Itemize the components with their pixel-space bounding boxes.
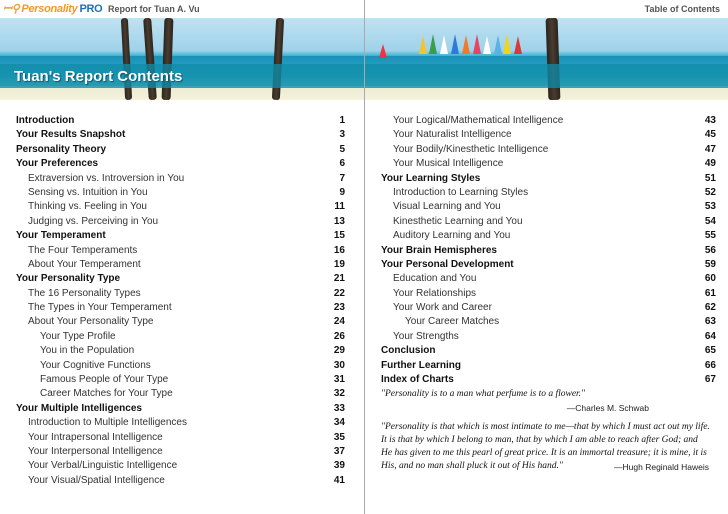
toc-entry-label: Auditory Learning and You xyxy=(393,230,511,242)
toc-entry-label: Introduction xyxy=(16,115,75,126)
toc-entry[interactable] xyxy=(365,344,728,358)
toc-entry[interactable] xyxy=(0,128,364,142)
toc-entry-page: 13 xyxy=(333,215,345,227)
toc-entry-label: Your Personality Type xyxy=(16,273,121,285)
toc-entry-label: Your Personal Development xyxy=(381,258,514,270)
toc-entry-label: Your Verbal/Linguistic Intelligence xyxy=(28,460,178,472)
toc-entry-page: 21 xyxy=(333,273,345,285)
toc-entry-label: Your Work and Career xyxy=(393,302,492,314)
toc-entry[interactable] xyxy=(0,344,364,358)
toc-entry-label: The 16 Personality Types xyxy=(28,287,141,299)
toc-entry-page: 53 xyxy=(704,201,716,213)
sailboat-icon xyxy=(429,34,437,54)
toc-entry-label: Career Matches for Your Type xyxy=(40,388,173,400)
toc-entry[interactable] xyxy=(0,416,364,430)
sailboat-icon xyxy=(379,44,387,58)
toc-entry-label: Your Brain Hemispheres xyxy=(381,244,497,256)
toc-entry[interactable] xyxy=(365,200,728,214)
toc-entry-label: Your Cognitive Functions xyxy=(40,359,151,371)
toc-entry-page: 45 xyxy=(704,129,716,141)
toc-entry-label: Your Musical Intelligence xyxy=(393,158,504,170)
toc-entry-page: 1 xyxy=(339,115,345,126)
toc-entry-label: Kinesthetic Learning and You xyxy=(393,215,523,227)
toc-entry[interactable] xyxy=(365,215,728,229)
toc-entry-page: 60 xyxy=(704,273,716,285)
sailboat-icon xyxy=(462,35,470,54)
toc-entry[interactable] xyxy=(365,272,728,286)
toc-entry[interactable] xyxy=(0,402,364,416)
toc-entry[interactable] xyxy=(365,258,728,272)
toc-entry-label: Visual Learning and You xyxy=(393,201,501,213)
sailboat-icon xyxy=(419,36,427,54)
toc-entry[interactable] xyxy=(0,172,364,186)
quote-author: —Hugh Reginald Haweis xyxy=(614,462,709,472)
toc-entry-label: Education and You xyxy=(393,273,477,285)
banner-sand xyxy=(365,86,728,100)
toc-entry-page: 47 xyxy=(704,143,716,155)
toc-entry[interactable] xyxy=(0,287,364,301)
toc-entry-page: 51 xyxy=(704,172,716,184)
toc-entry-page: 11 xyxy=(334,201,345,213)
toc-entry-label: Your Temperament xyxy=(16,230,106,242)
sailboat-icon xyxy=(451,34,459,54)
toc-entry[interactable] xyxy=(365,157,728,171)
toc-entry-label: Your Type Profile xyxy=(40,330,116,342)
toc-entry-label: Your Bodily/Kinesthetic Intelligence xyxy=(393,143,549,155)
toc-entry-label: Sensing vs. Intuition in You xyxy=(28,186,148,198)
toc-entry[interactable] xyxy=(365,143,728,157)
toc-entry-label: About Your Temperament xyxy=(28,258,141,270)
toc-entry[interactable] xyxy=(365,128,728,142)
toc-entry-page: 67 xyxy=(704,374,716,386)
toc-entry[interactable] xyxy=(365,244,728,258)
toc-entry-page: 6 xyxy=(339,158,345,170)
toc-entry[interactable] xyxy=(0,114,364,128)
toc-entry[interactable] xyxy=(0,315,364,329)
toc-left xyxy=(0,114,364,488)
toc-entry-page: 59 xyxy=(704,258,716,270)
toc-entry-page: 37 xyxy=(333,445,345,457)
toc-entry[interactable] xyxy=(0,272,364,286)
toc-entry-label: Your Results Snapshot xyxy=(16,129,126,141)
toc-entry[interactable] xyxy=(0,445,364,459)
toc-entry-label: Your Relationships xyxy=(393,287,477,299)
toc-entry-page: 65 xyxy=(704,345,716,357)
toc-entry-label: Personality Theory xyxy=(16,143,107,155)
toc-entry-page: 34 xyxy=(333,417,345,429)
toc-entry-label: The Four Temperaments xyxy=(28,244,138,256)
toc-entry[interactable] xyxy=(365,172,728,186)
brand-suffix: PRO xyxy=(79,3,103,15)
toc-entry-label: Further Learning xyxy=(381,359,462,371)
sailboat-icon xyxy=(503,34,511,54)
report-for-label: Report for Tuan A. Vu xyxy=(108,4,200,14)
toc-entry-label: Your Strengths xyxy=(393,330,459,342)
toc-entry-label: Famous People of Your Type xyxy=(40,374,169,386)
toc-entry-page: 15 xyxy=(333,230,345,242)
sailboat-icon xyxy=(514,36,522,54)
toc-entry-page: 41 xyxy=(333,474,345,486)
page-header xyxy=(365,0,728,18)
brand-logo xyxy=(3,1,102,16)
sailboat-icon xyxy=(483,36,491,54)
toc-entry-page: 23 xyxy=(333,302,345,314)
brand-name: Personality xyxy=(21,3,78,15)
toc-entry-page: 61 xyxy=(704,287,716,299)
toc-entry-label: Your Career Matches xyxy=(405,316,500,328)
toc-entry[interactable] xyxy=(365,301,728,315)
toc-entry-label: Introduction to Multiple Intelligences xyxy=(28,417,187,429)
toc-entry-label: Your Preferences xyxy=(16,158,99,170)
toc-entry-page: 35 xyxy=(333,431,345,443)
toc-entry[interactable] xyxy=(0,258,364,272)
toc-entry-page: 62 xyxy=(704,302,716,314)
quotes-block xyxy=(381,388,717,474)
toc-entry-page: 26 xyxy=(333,330,345,342)
toc-entry-label: Judging vs. Perceiving in You xyxy=(28,215,159,227)
toc-entry-label: The Types in Your Temperament xyxy=(28,302,172,314)
sailboat-icon xyxy=(494,35,502,54)
toc-entry-label: You in the Population xyxy=(40,345,135,357)
toc-entry-page: 16 xyxy=(333,244,345,256)
toc-entry-page: 43 xyxy=(704,115,716,126)
toc-entry-page: 9 xyxy=(339,186,345,198)
toc-entry[interactable] xyxy=(365,315,728,329)
toc-entry-page: 54 xyxy=(704,215,716,227)
toc-entry-label: Your Multiple Intelligences xyxy=(16,402,142,414)
section-label: Table of Contents xyxy=(644,4,720,14)
banner-sand xyxy=(0,86,364,100)
right-page xyxy=(364,0,728,514)
toc-entry[interactable] xyxy=(0,301,364,315)
toc-entry-label: Your Naturalist Intelligence xyxy=(393,129,512,141)
toc-entry[interactable] xyxy=(365,186,728,200)
toc-entry-label: Your Logical/Mathematical Intelligence xyxy=(393,115,564,126)
toc-entry-page: 29 xyxy=(333,345,345,357)
toc-entry-page: 49 xyxy=(704,158,716,170)
sailboat-icon xyxy=(440,35,448,54)
toc-entry[interactable] xyxy=(0,143,364,157)
toc-entry-page: 3 xyxy=(339,129,345,141)
toc-right xyxy=(365,114,728,387)
toc-entry-page: 7 xyxy=(339,172,345,184)
toc-entry[interactable] xyxy=(0,157,364,171)
toc-entry-page: 32 xyxy=(333,388,345,400)
title-bar xyxy=(365,64,728,88)
toc-entry-page: 22 xyxy=(333,287,345,299)
toc-entry-page: 64 xyxy=(704,330,716,342)
toc-entry[interactable] xyxy=(365,373,728,387)
toc-entry-page: 24 xyxy=(333,316,345,328)
toc-entry-page: 52 xyxy=(704,186,716,198)
toc-entry-page: 39 xyxy=(333,460,345,472)
quote-text: "Personality is that which is most intimate to me—that by which I must act out my life. It is that by which I belong to man, that by which I am able to reach after God; and He has given to me this pearl of great price. It is an immortal treasure; it is mine, it is His, and no man shall pluck it out of His hand." xyxy=(381,422,710,471)
toc-entry[interactable] xyxy=(365,287,728,301)
quote-text: "Personality is to a man what perfume is to a flower." xyxy=(381,389,586,399)
page-header xyxy=(0,0,364,18)
toc-entry[interactable] xyxy=(0,373,364,387)
toc-entry-label: Your Visual/Spatial Intelligence xyxy=(28,474,165,486)
toc-entry[interactable] xyxy=(0,215,364,229)
quote-author: —Charles M. Schwab xyxy=(566,403,649,413)
toc-entry[interactable] xyxy=(365,330,728,344)
toc-entry-label: About Your Personality Type xyxy=(28,316,154,328)
toc-entry-label: Index of Charts xyxy=(381,374,454,386)
toc-entry[interactable] xyxy=(0,229,364,243)
toc-entry-label: Your Intrapersonal Intelligence xyxy=(28,431,163,443)
toc-entry-label: Your Learning Styles xyxy=(381,172,481,184)
toc-entry[interactable] xyxy=(0,359,364,373)
toc-entry[interactable] xyxy=(365,114,728,128)
toc-entry-page: 66 xyxy=(704,359,716,371)
toc-entry[interactable] xyxy=(0,330,364,344)
toc-entry-label: Thinking vs. Feeling in You xyxy=(28,201,147,213)
toc-entry-label: Extraversion vs. Introversion in You xyxy=(28,172,185,184)
toc-entry-page: 56 xyxy=(704,244,716,256)
toc-entry-page: 33 xyxy=(333,402,345,414)
toc-entry[interactable] xyxy=(0,200,364,214)
toc-entry-label: Conclusion xyxy=(381,345,436,357)
toc-entry-page: 5 xyxy=(339,143,345,155)
toc-entry[interactable] xyxy=(0,474,364,488)
toc-entry[interactable] xyxy=(0,244,364,258)
toc-entry[interactable] xyxy=(0,459,364,473)
toc-entry-page: 30 xyxy=(333,359,345,371)
sailboat-icon xyxy=(473,34,481,54)
toc-entry-page: 31 xyxy=(333,374,345,386)
toc-entry-label: Your Interpersonal Intelligence xyxy=(28,445,163,457)
toc-entry[interactable] xyxy=(0,186,364,200)
toc-entry[interactable] xyxy=(365,229,728,243)
toc-entry-page: 19 xyxy=(333,258,345,270)
toc-entry[interactable] xyxy=(365,359,728,373)
logo-mark-icon: ꟷ⚲ xyxy=(3,3,20,15)
toc-entry[interactable] xyxy=(0,387,364,401)
toc-entry-page: 55 xyxy=(704,230,716,242)
toc-entry-page: 63 xyxy=(704,316,716,328)
toc-entry[interactable] xyxy=(0,431,364,445)
toc-entry-label: Introduction to Learning Styles xyxy=(393,186,529,198)
page-title: Tuan's Report Contents xyxy=(14,68,183,85)
